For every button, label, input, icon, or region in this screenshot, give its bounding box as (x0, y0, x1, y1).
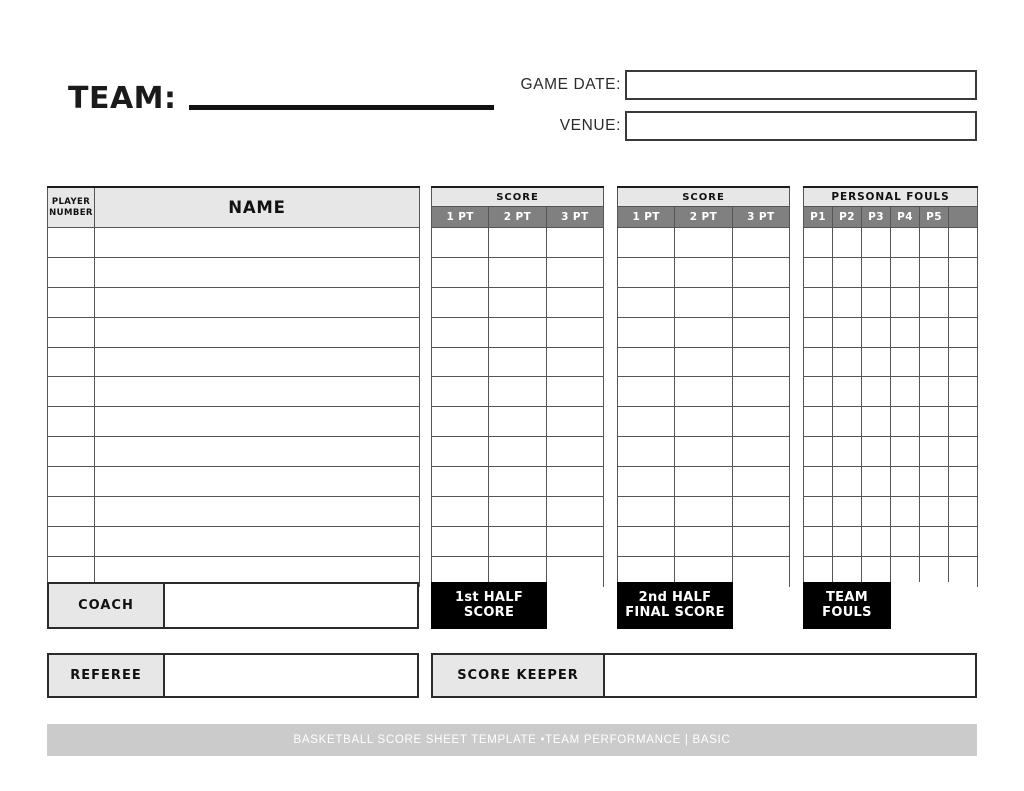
col-header-3pt: 3 PT (546, 207, 603, 228)
footer-bar (47, 724, 977, 756)
player-name-cell[interactable] (95, 347, 420, 377)
score-row (432, 347, 604, 377)
score-2pt-cell[interactable] (675, 467, 732, 497)
foul-p5-cell[interactable] (920, 467, 949, 497)
foul-p5-cell[interactable] (920, 497, 949, 527)
score-1pt-cell[interactable] (618, 347, 675, 377)
score-2pt-cell[interactable] (675, 228, 732, 258)
team-fouls-row (803, 582, 977, 629)
score-3pt-cell[interactable] (546, 497, 603, 527)
player-number-cell[interactable] (48, 467, 95, 497)
col-header-p1: P1 (804, 207, 833, 228)
score-row (618, 257, 790, 287)
team-write-in-rule[interactable] (189, 105, 494, 110)
score-3pt-cell[interactable] (546, 377, 603, 407)
foul-p1-cell[interactable] (804, 347, 833, 377)
player-row (48, 228, 420, 258)
score-row (618, 407, 790, 437)
team-fouls-label-line2: FOULS (822, 604, 872, 620)
team-fouls-input[interactable] (891, 582, 977, 629)
foul-p2-cell[interactable] (833, 317, 862, 347)
score-row (432, 467, 604, 497)
foul-p5-cell[interactable] (920, 526, 949, 556)
foul-p2-cell[interactable] (833, 347, 862, 377)
fouls-row (804, 467, 978, 497)
score-3pt-cell[interactable] (546, 467, 603, 497)
player-name-cell[interactable] (95, 287, 420, 317)
col-header-p2: P2 (833, 207, 862, 228)
score-1pt-cell[interactable] (618, 526, 675, 556)
player-number-cell[interactable] (48, 287, 95, 317)
fouls-table-head (804, 187, 978, 228)
personal-fouls-table (803, 186, 978, 587)
foul-p3-cell[interactable] (862, 347, 891, 377)
score-1pt-cell[interactable] (432, 287, 489, 317)
team-field-group (68, 81, 494, 116)
player-number-cell[interactable] (48, 497, 95, 527)
foul-p1-cell[interactable] (804, 257, 833, 287)
foul-p4-cell[interactable] (891, 377, 920, 407)
foul-p4-cell[interactable] (891, 437, 920, 467)
score-row (618, 497, 790, 527)
fouls-row (804, 287, 978, 317)
score-2pt-cell[interactable] (675, 377, 732, 407)
foul-p3-cell[interactable] (862, 228, 891, 258)
score-table-1-body (432, 228, 604, 587)
team-label: TEAM: (68, 81, 177, 116)
player-row (48, 497, 420, 527)
col-header-name: NAME (95, 187, 420, 228)
foul-p1-cell[interactable] (804, 497, 833, 527)
player-name-cell[interactable] (95, 257, 420, 287)
foul-p4-cell[interactable] (891, 407, 920, 437)
foul-p1-cell[interactable] (804, 467, 833, 497)
player-number-cell[interactable] (48, 377, 95, 407)
score-2pt-cell[interactable] (489, 497, 546, 527)
score-3pt-cell[interactable] (732, 228, 789, 258)
score-row (432, 377, 604, 407)
fouls-row (804, 497, 978, 527)
foul-p3-cell[interactable] (862, 437, 891, 467)
col-header-p5: P5 (920, 207, 949, 228)
foul-p3-cell[interactable] (862, 526, 891, 556)
foul-p1-cell[interactable] (804, 437, 833, 467)
score-3pt-cell[interactable] (732, 467, 789, 497)
foul-extra-cell[interactable] (949, 437, 978, 467)
foul-extra-cell[interactable] (949, 287, 978, 317)
foul-p4-cell[interactable] (891, 467, 920, 497)
score-2pt-cell[interactable] (675, 347, 732, 377)
first-half-score-label (431, 582, 547, 629)
foul-p5-cell[interactable] (920, 347, 949, 377)
second-half-label-line1: 2nd HALF (638, 589, 712, 605)
score-3pt-cell[interactable] (732, 497, 789, 527)
foul-extra-cell[interactable] (949, 497, 978, 527)
player-row (48, 437, 420, 467)
foul-p5-cell[interactable] (920, 377, 949, 407)
foul-p3-cell[interactable] (862, 257, 891, 287)
score-row (432, 407, 604, 437)
score-3pt-cell[interactable] (732, 347, 789, 377)
players-table-head (48, 187, 420, 228)
score-1pt-cell[interactable] (432, 377, 489, 407)
foul-extra-cell[interactable] (949, 526, 978, 556)
referee-label: REFEREE (49, 655, 165, 696)
foul-p2-cell[interactable] (833, 377, 862, 407)
col-header-1pt: 1 PT (432, 207, 489, 228)
player-row (48, 317, 420, 347)
foul-extra-cell[interactable] (949, 407, 978, 437)
foul-p4-cell[interactable] (891, 257, 920, 287)
foul-p5-cell[interactable] (920, 257, 949, 287)
player-row (48, 347, 420, 377)
score-1pt-cell[interactable] (618, 257, 675, 287)
foul-p4-cell[interactable] (891, 228, 920, 258)
score-1pt-cell[interactable] (432, 228, 489, 258)
score-row (618, 347, 790, 377)
score-1pt-cell[interactable] (618, 437, 675, 467)
col-header-p3: P3 (862, 207, 891, 228)
score-2pt-cell[interactable] (675, 407, 732, 437)
col-header-1pt: 1 PT (618, 207, 675, 228)
score-3pt-cell[interactable] (732, 526, 789, 556)
foul-p4-cell[interactable] (891, 317, 920, 347)
player-row (48, 287, 420, 317)
foul-p2-cell[interactable] (833, 526, 862, 556)
foul-p2-cell[interactable] (833, 287, 862, 317)
fouls-row (804, 317, 978, 347)
foul-p3-cell[interactable] (862, 467, 891, 497)
col-header-3pt: 3 PT (732, 207, 789, 228)
coach-row (47, 582, 419, 629)
player-name-cell[interactable] (95, 377, 420, 407)
col-header-2pt: 2 PT (675, 207, 732, 228)
score-3pt-cell[interactable] (732, 377, 789, 407)
foul-extra-cell[interactable] (949, 377, 978, 407)
score-1pt-cell[interactable] (432, 497, 489, 527)
team-fouls-label-line1: TEAM (826, 589, 868, 605)
player-number-cell[interactable] (48, 317, 95, 347)
score-row (618, 437, 790, 467)
foul-extra-cell[interactable] (949, 347, 978, 377)
score-1pt-cell[interactable] (432, 347, 489, 377)
fouls-subheader-row (804, 207, 978, 228)
score-row (432, 497, 604, 527)
score-3pt-cell[interactable] (732, 257, 789, 287)
foul-p1-cell[interactable] (804, 377, 833, 407)
foul-p3-cell[interactable] (862, 407, 891, 437)
score-2pt-cell[interactable] (489, 467, 546, 497)
fouls-row (804, 437, 978, 467)
score-row (432, 228, 604, 258)
player-name-cell[interactable] (95, 228, 420, 258)
foul-p5-cell[interactable] (920, 317, 949, 347)
score-1pt-cell[interactable] (618, 497, 675, 527)
score-1pt-cell[interactable] (432, 317, 489, 347)
player-number-cell[interactable] (48, 407, 95, 437)
fouls-row (804, 257, 978, 287)
score-3pt-cell[interactable] (732, 437, 789, 467)
fouls-row (804, 377, 978, 407)
score-3pt-cell[interactable] (546, 437, 603, 467)
score-2pt-cell[interactable] (489, 407, 546, 437)
player-row (48, 467, 420, 497)
fouls-row (804, 407, 978, 437)
second-half-final-score-row (617, 582, 789, 629)
game-date-input[interactable] (625, 70, 977, 100)
score-3pt-cell[interactable] (546, 317, 603, 347)
foul-p3-cell[interactable] (862, 317, 891, 347)
fouls-table-body (804, 228, 978, 587)
player-number-cell[interactable] (48, 347, 95, 377)
score-2pt-cell[interactable] (489, 257, 546, 287)
score-subheader-row-1 (432, 207, 604, 228)
score-2pt-cell[interactable] (489, 526, 546, 556)
first-half-score-row (431, 582, 603, 629)
score-row (432, 317, 604, 347)
score-1pt-cell[interactable] (618, 377, 675, 407)
foul-extra-cell[interactable] (949, 257, 978, 287)
score-keeper-input[interactable] (605, 655, 975, 696)
score-2pt-cell[interactable] (675, 526, 732, 556)
player-number-cell[interactable] (48, 526, 95, 556)
score-2pt-cell[interactable] (675, 317, 732, 347)
score-keeper-row (431, 653, 977, 698)
score-1pt-cell[interactable] (618, 467, 675, 497)
score-1pt-cell[interactable] (618, 407, 675, 437)
foul-p2-cell[interactable] (833, 257, 862, 287)
score-3pt-cell[interactable] (546, 347, 603, 377)
foul-p3-cell[interactable] (862, 377, 891, 407)
score-1pt-cell[interactable] (432, 407, 489, 437)
foul-p2-cell[interactable] (833, 407, 862, 437)
score-table-first-half (431, 186, 604, 587)
score-row (432, 526, 604, 556)
foul-p4-cell[interactable] (891, 287, 920, 317)
score-2pt-cell[interactable] (675, 497, 732, 527)
score-1pt-cell[interactable] (618, 287, 675, 317)
score-1pt-cell[interactable] (618, 317, 675, 347)
coach-label: COACH (49, 584, 165, 627)
score-2pt-cell[interactable] (489, 377, 546, 407)
score-row (618, 317, 790, 347)
foul-p2-cell[interactable] (833, 437, 862, 467)
player-row (48, 257, 420, 287)
score-1pt-cell[interactable] (432, 526, 489, 556)
player-name-cell[interactable] (95, 317, 420, 347)
foul-p1-cell[interactable] (804, 228, 833, 258)
score-3pt-cell[interactable] (546, 228, 603, 258)
first-half-label-line1: 1st HALF (454, 589, 524, 605)
score-table-second-half (617, 186, 790, 587)
score-1pt-cell[interactable] (432, 467, 489, 497)
score-2pt-cell[interactable] (489, 317, 546, 347)
venue-field-row (470, 111, 977, 141)
foul-p2-cell[interactable] (833, 467, 862, 497)
foul-p3-cell[interactable] (862, 287, 891, 317)
player-name-cell[interactable] (95, 407, 420, 437)
player-number-cell[interactable] (48, 437, 95, 467)
score-table-2-head (618, 187, 790, 228)
score-3pt-cell[interactable] (546, 257, 603, 287)
foul-p5-cell[interactable] (920, 228, 949, 258)
player-row (48, 407, 420, 437)
venue-label: VENUE: (559, 117, 621, 134)
col-header-2pt: 2 PT (489, 207, 546, 228)
score-group-header: SCORE (618, 187, 790, 207)
score-row (618, 287, 790, 317)
foul-p5-cell[interactable] (920, 407, 949, 437)
fouls-group-header: PERSONAL FOULS (804, 187, 978, 207)
score-3pt-cell[interactable] (732, 407, 789, 437)
score-3pt-cell[interactable] (546, 287, 603, 317)
player-number-line2: NUMBER (49, 207, 93, 218)
foul-p1-cell[interactable] (804, 287, 833, 317)
score-row (618, 228, 790, 258)
fouls-row (804, 347, 978, 377)
score-row (432, 257, 604, 287)
score-table-2-body (618, 228, 790, 587)
game-date-field-row (470, 70, 977, 100)
fouls-row (804, 228, 978, 258)
score-1pt-cell[interactable] (618, 228, 675, 258)
referee-input[interactable] (165, 655, 417, 696)
referee-row (47, 653, 419, 698)
score-row (618, 526, 790, 556)
score-2pt-cell[interactable] (489, 228, 546, 258)
first-half-score-input[interactable] (547, 582, 603, 629)
foul-p2-cell[interactable] (833, 497, 862, 527)
player-number-cell[interactable] (48, 257, 95, 287)
player-row (48, 526, 420, 556)
score-row (618, 467, 790, 497)
col-header-extra (949, 207, 978, 228)
score-3pt-cell[interactable] (546, 526, 603, 556)
player-name-cell[interactable] (95, 467, 420, 497)
second-half-score-input[interactable] (733, 582, 789, 629)
score-1pt-cell[interactable] (432, 257, 489, 287)
foul-p1-cell[interactable] (804, 317, 833, 347)
player-number-cell[interactable] (48, 228, 95, 258)
second-half-score-label (617, 582, 733, 629)
foul-p1-cell[interactable] (804, 407, 833, 437)
foul-p4-cell[interactable] (891, 526, 920, 556)
foul-p2-cell[interactable] (833, 228, 862, 258)
players-table-body (48, 228, 420, 587)
score-2pt-cell[interactable] (675, 287, 732, 317)
foul-extra-cell[interactable] (949, 317, 978, 347)
score-3pt-cell[interactable] (732, 317, 789, 347)
score-table-1-head (432, 187, 604, 228)
venue-input[interactable] (625, 111, 977, 141)
game-date-label: GAME DATE: (520, 76, 621, 93)
first-half-label-line2: SCORE (463, 604, 515, 620)
col-header-p4: P4 (891, 207, 920, 228)
foul-p5-cell[interactable] (920, 437, 949, 467)
score-2pt-cell[interactable] (489, 437, 546, 467)
score-row (432, 437, 604, 467)
score-2pt-cell[interactable] (489, 287, 546, 317)
foul-p4-cell[interactable] (891, 347, 920, 377)
foul-p4-cell[interactable] (891, 497, 920, 527)
score-row (618, 377, 790, 407)
sheet-header (0, 0, 1024, 170)
footer-text: BASKETBALL SCORE SHEET TEMPLATE •TEAM PERFORMANCE | BASIC (293, 734, 731, 746)
fouls-row (804, 526, 978, 556)
team-fouls-label (803, 582, 891, 629)
score-2pt-cell[interactable] (675, 257, 732, 287)
score-1pt-cell[interactable] (432, 437, 489, 467)
score-group-header: SCORE (432, 187, 604, 207)
foul-p1-cell[interactable] (804, 526, 833, 556)
coach-input[interactable] (165, 584, 417, 627)
player-name-cell[interactable] (95, 437, 420, 467)
score-3pt-cell[interactable] (732, 287, 789, 317)
players-table (47, 186, 420, 587)
player-number-line1: PLAYER (51, 196, 91, 207)
score-keeper-label: SCORE KEEPER (433, 655, 605, 696)
foul-p5-cell[interactable] (920, 287, 949, 317)
foul-extra-cell[interactable] (949, 467, 978, 497)
score-row (432, 287, 604, 317)
player-name-cell[interactable] (95, 526, 420, 556)
foul-p3-cell[interactable] (862, 497, 891, 527)
player-name-cell[interactable] (95, 497, 420, 527)
score-3pt-cell[interactable] (546, 407, 603, 437)
second-half-label-line2: FINAL SCORE (625, 604, 725, 620)
player-row (48, 377, 420, 407)
col-header-player-number (48, 187, 95, 228)
score-2pt-cell[interactable] (675, 437, 732, 467)
score-2pt-cell[interactable] (489, 347, 546, 377)
score-subheader-row-2 (618, 207, 790, 228)
foul-extra-cell[interactable] (949, 228, 978, 258)
